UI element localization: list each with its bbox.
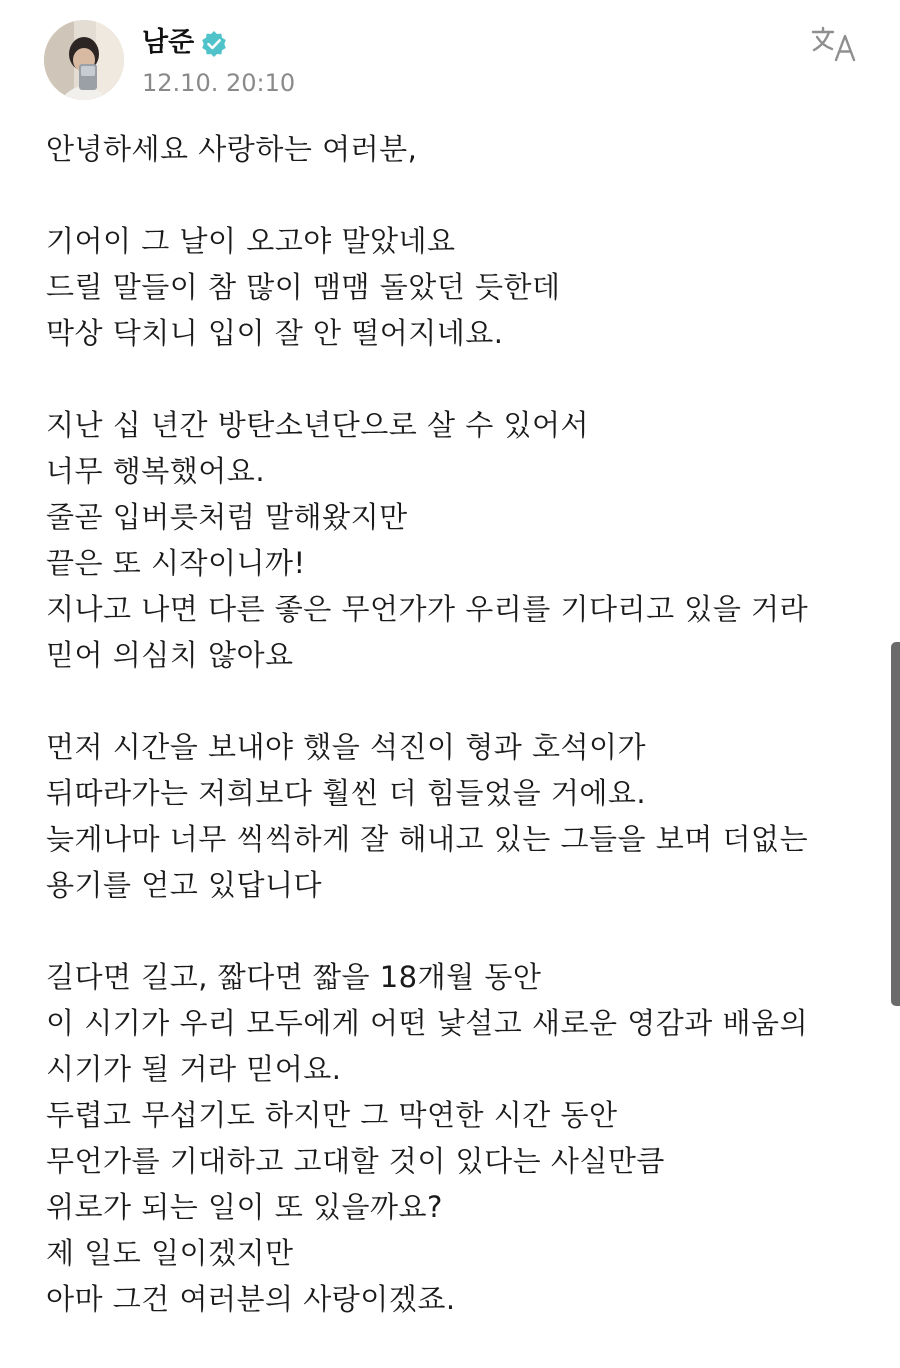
post-paragraph xyxy=(46,724,836,908)
post-line: 길다면 길고, 짧다면 짧을 18개월 동안 xyxy=(46,960,542,994)
post-line: 끝은 또 시작이니까! xyxy=(46,546,306,580)
post-line: 안녕하세요 사랑하는 여러분, xyxy=(46,132,418,166)
post-line: 지난 십 년간 방탄소년단으로 살 수 있어서 xyxy=(46,408,590,442)
post-paragraph xyxy=(46,218,836,356)
post-line: 드릴 말들이 참 많이 맴맴 돌았던 듯한데 xyxy=(46,270,561,304)
post-line: 줄곧 입버릇처럼 말해왔지만 xyxy=(46,500,408,534)
post-line: 위로가 되는 일이 또 있을까요? xyxy=(46,1190,443,1224)
post-body xyxy=(46,126,836,1368)
post-line: 지나고 나면 다른 좋은 무언가가 우리를 기다리고 있을 거라 xyxy=(46,592,809,626)
scrollbar[interactable] xyxy=(891,642,900,1006)
avatar-photo xyxy=(44,20,124,100)
post-line: 두렵고 무섭기도 하지만 그 막연한 시간 동안 xyxy=(46,1098,618,1132)
verified-badge-icon xyxy=(200,30,228,58)
post-line: 늦게나마 너무 씩씩하게 잘 해내고 있는 그들을 보며 더없는 xyxy=(46,822,809,856)
post-line: 기어이 그 날이 오고야 말았네요 xyxy=(46,224,456,258)
post-line: 아마 그건 여러분의 사랑이겠죠. xyxy=(46,1282,456,1316)
post-timestamp: 12.10. 20:10 xyxy=(142,69,296,97)
avatar[interactable] xyxy=(44,20,124,100)
post-paragraph xyxy=(46,402,836,678)
post-header xyxy=(44,20,864,104)
post-line: 용기를 얻고 있답니다 xyxy=(46,868,323,902)
post-line: 믿어 의심치 않아요 xyxy=(46,638,294,672)
post-line: 시기가 될 거라 믿어요. xyxy=(46,1052,342,1086)
post-line: 이 시기가 우리 모두에게 어떤 낯설고 새로운 영감과 배움의 xyxy=(46,1006,809,1040)
post-line: 뒤따라가는 저희보다 훨씬 더 힘들었을 거에요. xyxy=(46,776,647,810)
post-line: 너무 행복했어요. xyxy=(46,454,266,488)
post-paragraph xyxy=(46,126,836,172)
post-paragraph xyxy=(46,954,836,1322)
post-line: 무언가를 기대하고 고대할 것이 있다는 사실만큼 xyxy=(46,1144,665,1178)
translate-icon[interactable] xyxy=(810,24,860,64)
post-line: 막상 닥치니 입이 잘 안 떨어지네요. xyxy=(46,316,504,350)
post-line: 제 일도 일이겠지만 xyxy=(46,1236,294,1270)
post-line: 먼저 시간을 보내야 했을 석진이 형과 호석이가 xyxy=(46,730,647,764)
author-name[interactable]: 남준 xyxy=(142,27,195,58)
